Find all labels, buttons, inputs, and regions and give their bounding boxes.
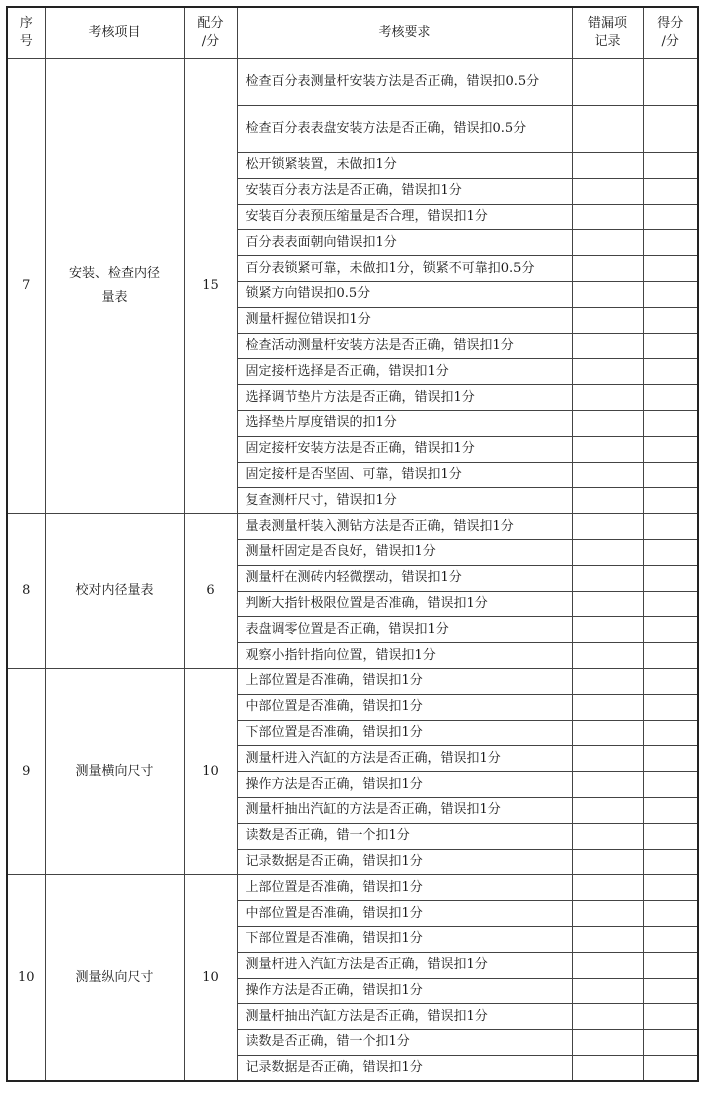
error-record-cell[interactable] (572, 256, 643, 282)
requirement-cell: 观察小指针指向位置，错误扣1分 (237, 643, 572, 669)
error-record-cell[interactable] (572, 488, 643, 514)
points-cell[interactable] (643, 643, 698, 669)
section-score: 10 (184, 668, 237, 874)
points-cell[interactable] (643, 823, 698, 849)
error-record-cell[interactable] (572, 668, 643, 694)
requirement-cell: 判断大指针极限位置是否准确，错误扣1分 (237, 591, 572, 617)
section-seq: 9 (7, 668, 45, 874)
points-cell[interactable] (643, 591, 698, 617)
requirement-cell: 表盘调零位置是否正确，错误扣1分 (237, 617, 572, 643)
points-cell[interactable] (643, 106, 698, 153)
error-record-cell[interactable] (572, 333, 643, 359)
section-score: 15 (184, 59, 237, 514)
requirement-cell: 安装百分表预压缩量是否合理，错误扣1分 (237, 204, 572, 230)
header-points: 得分 /分 (643, 7, 698, 59)
section-seq: 8 (7, 514, 45, 669)
points-cell[interactable] (643, 901, 698, 927)
points-cell[interactable] (643, 797, 698, 823)
requirement-cell: 测量杆握位错误扣1分 (237, 307, 572, 333)
points-cell[interactable] (643, 514, 698, 540)
requirement-cell: 安装百分表方法是否正确，错误扣1分 (237, 178, 572, 204)
error-record-cell[interactable] (572, 617, 643, 643)
header-item: 考核项目 (45, 7, 184, 59)
requirement-cell: 百分表锁紧可靠，未做扣1分，锁紧不可靠扣0.5分 (237, 256, 572, 282)
error-record-cell[interactable] (572, 849, 643, 875)
error-record-cell[interactable] (572, 797, 643, 823)
requirement-cell: 松开锁紧装置，未做扣1分 (237, 153, 572, 179)
requirement-cell: 固定接杆是否坚固、可靠，错误扣1分 (237, 462, 572, 488)
points-cell[interactable] (643, 772, 698, 798)
points-cell[interactable] (643, 256, 698, 282)
section-item: 测量纵向尺寸 (45, 875, 184, 1081)
table-row (7, 668, 698, 694)
requirement-cell: 检查活动测量杆安装方法是否正确，错误扣1分 (237, 333, 572, 359)
points-cell[interactable] (643, 281, 698, 307)
requirement-cell: 测量杆在测砖内轻微摆动，错误扣1分 (237, 565, 572, 591)
section-item: 测量横向尺寸 (45, 668, 184, 874)
requirement-cell: 量表测量杆装入测钻方法是否正确，错误扣1分 (237, 514, 572, 540)
requirement-cell: 固定接杆选择是否正确，错误扣1分 (237, 359, 572, 385)
points-cell[interactable] (643, 153, 698, 179)
error-record-cell[interactable] (572, 823, 643, 849)
points-cell[interactable] (643, 436, 698, 462)
error-record-cell[interactable] (572, 281, 643, 307)
error-record-cell[interactable] (572, 230, 643, 256)
points-cell[interactable] (643, 539, 698, 565)
points-cell[interactable] (643, 178, 698, 204)
requirement-cell: 测量杆抽出汽缸的方法是否正确，错误扣1分 (237, 797, 572, 823)
requirement-cell: 上部位置是否准确，错误扣1分 (237, 875, 572, 901)
points-cell[interactable] (643, 875, 698, 901)
error-record-cell[interactable] (572, 539, 643, 565)
requirement-cell: 测量杆进入汽缸的方法是否正确，错误扣1分 (237, 746, 572, 772)
error-record-cell[interactable] (572, 59, 643, 106)
points-cell[interactable] (643, 359, 698, 385)
error-record-cell[interactable] (572, 307, 643, 333)
section-score: 10 (184, 875, 237, 1081)
error-record-cell[interactable] (572, 359, 643, 385)
points-cell[interactable] (643, 926, 698, 952)
points-cell[interactable] (643, 488, 698, 514)
error-record-cell[interactable] (572, 926, 643, 952)
requirement-cell: 读数是否正确，错一个扣1分 (237, 823, 572, 849)
points-cell[interactable] (643, 952, 698, 978)
error-record-cell[interactable] (572, 514, 643, 540)
points-cell[interactable] (643, 1030, 698, 1056)
table-row (7, 514, 698, 540)
error-record-cell[interactable] (572, 153, 643, 179)
error-record-cell[interactable] (572, 643, 643, 669)
requirement-cell: 选择调节垫片方法是否正确，错误扣1分 (237, 385, 572, 411)
table-body (7, 59, 698, 1082)
requirement-cell: 测量杆进入汽缸方法是否正确，错误扣1分 (237, 952, 572, 978)
error-record-cell[interactable] (572, 565, 643, 591)
requirement-cell: 测量杆抽出汽缸方法是否正确，错误扣1分 (237, 1004, 572, 1030)
requirement-cell: 选择垫片厚度错误的扣1分 (237, 410, 572, 436)
points-cell[interactable] (643, 565, 698, 591)
error-record-cell[interactable] (572, 462, 643, 488)
points-cell[interactable] (643, 307, 698, 333)
section-item: 校对内径量表 (45, 514, 184, 669)
error-record-cell[interactable] (572, 720, 643, 746)
points-cell[interactable] (643, 1055, 698, 1081)
error-record-cell[interactable] (572, 875, 643, 901)
error-record-cell[interactable] (572, 385, 643, 411)
points-cell[interactable] (643, 59, 698, 106)
section-seq: 7 (7, 59, 45, 514)
points-cell[interactable] (643, 746, 698, 772)
error-record-cell[interactable] (572, 1055, 643, 1081)
error-record-cell[interactable] (572, 410, 643, 436)
requirement-cell: 记录数据是否正确，错误扣1分 (237, 849, 572, 875)
error-record-cell[interactable] (572, 591, 643, 617)
requirement-cell: 读数是否正确，错一个扣1分 (237, 1030, 572, 1056)
table-row (7, 59, 698, 106)
header-score: 配分 /分 (184, 7, 237, 59)
points-cell[interactable] (643, 668, 698, 694)
requirement-cell: 百分表表面朝向错误扣1分 (237, 230, 572, 256)
requirement-cell: 下部位置是否准确，错误扣1分 (237, 926, 572, 952)
requirement-cell: 测量杆固定是否良好，错误扣1分 (237, 539, 572, 565)
error-record-cell[interactable] (572, 978, 643, 1004)
points-cell[interactable] (643, 617, 698, 643)
points-cell[interactable] (643, 462, 698, 488)
requirement-cell: 固定接杆安装方法是否正确，错误扣1分 (237, 436, 572, 462)
points-cell[interactable] (643, 410, 698, 436)
header-requirement: 考核要求 (237, 7, 572, 59)
header-row (7, 7, 698, 59)
error-record-cell[interactable] (572, 746, 643, 772)
error-record-cell[interactable] (572, 106, 643, 153)
points-cell[interactable] (643, 694, 698, 720)
error-record-cell[interactable] (572, 204, 643, 230)
section-item: 安装、检查内径 量表 (45, 59, 184, 514)
requirement-cell: 锁紧方向错误扣0.5分 (237, 281, 572, 307)
requirement-cell: 上部位置是否准确，错误扣1分 (237, 668, 572, 694)
requirement-cell: 记录数据是否正确，错误扣1分 (237, 1055, 572, 1081)
error-record-cell[interactable] (572, 436, 643, 462)
section-score: 6 (184, 514, 237, 669)
error-record-cell[interactable] (572, 178, 643, 204)
requirement-cell: 检查百分表表盘安装方法是否正确，错误扣0.5分 (237, 106, 572, 153)
points-cell[interactable] (643, 385, 698, 411)
error-record-cell[interactable] (572, 772, 643, 798)
requirement-cell: 复查测杆尺寸，错误扣1分 (237, 488, 572, 514)
requirement-cell: 中部位置是否准确，错误扣1分 (237, 694, 572, 720)
requirement-cell: 操作方法是否正确，错误扣1分 (237, 978, 572, 1004)
assessment-table (6, 6, 699, 1082)
points-cell[interactable] (643, 1004, 698, 1030)
error-record-cell[interactable] (572, 1030, 643, 1056)
points-cell[interactable] (643, 849, 698, 875)
requirement-cell: 操作方法是否正确，错误扣1分 (237, 772, 572, 798)
header-seq: 序 号 (7, 7, 45, 59)
points-cell[interactable] (643, 333, 698, 359)
section-seq: 10 (7, 875, 45, 1081)
requirement-cell: 下部位置是否准确，错误扣1分 (237, 720, 572, 746)
requirement-cell: 检查百分表测量杆安装方法是否正确，错误扣0.5分 (237, 59, 572, 106)
points-cell[interactable] (643, 204, 698, 230)
error-record-cell[interactable] (572, 1004, 643, 1030)
points-cell[interactable] (643, 720, 698, 746)
error-record-cell[interactable] (572, 694, 643, 720)
points-cell[interactable] (643, 978, 698, 1004)
points-cell[interactable] (643, 230, 698, 256)
requirement-cell: 中部位置是否准确，错误扣1分 (237, 901, 572, 927)
error-record-cell[interactable] (572, 901, 643, 927)
header-error-record: 错漏项 记录 (572, 7, 643, 59)
error-record-cell[interactable] (572, 952, 643, 978)
table-row (7, 875, 698, 901)
